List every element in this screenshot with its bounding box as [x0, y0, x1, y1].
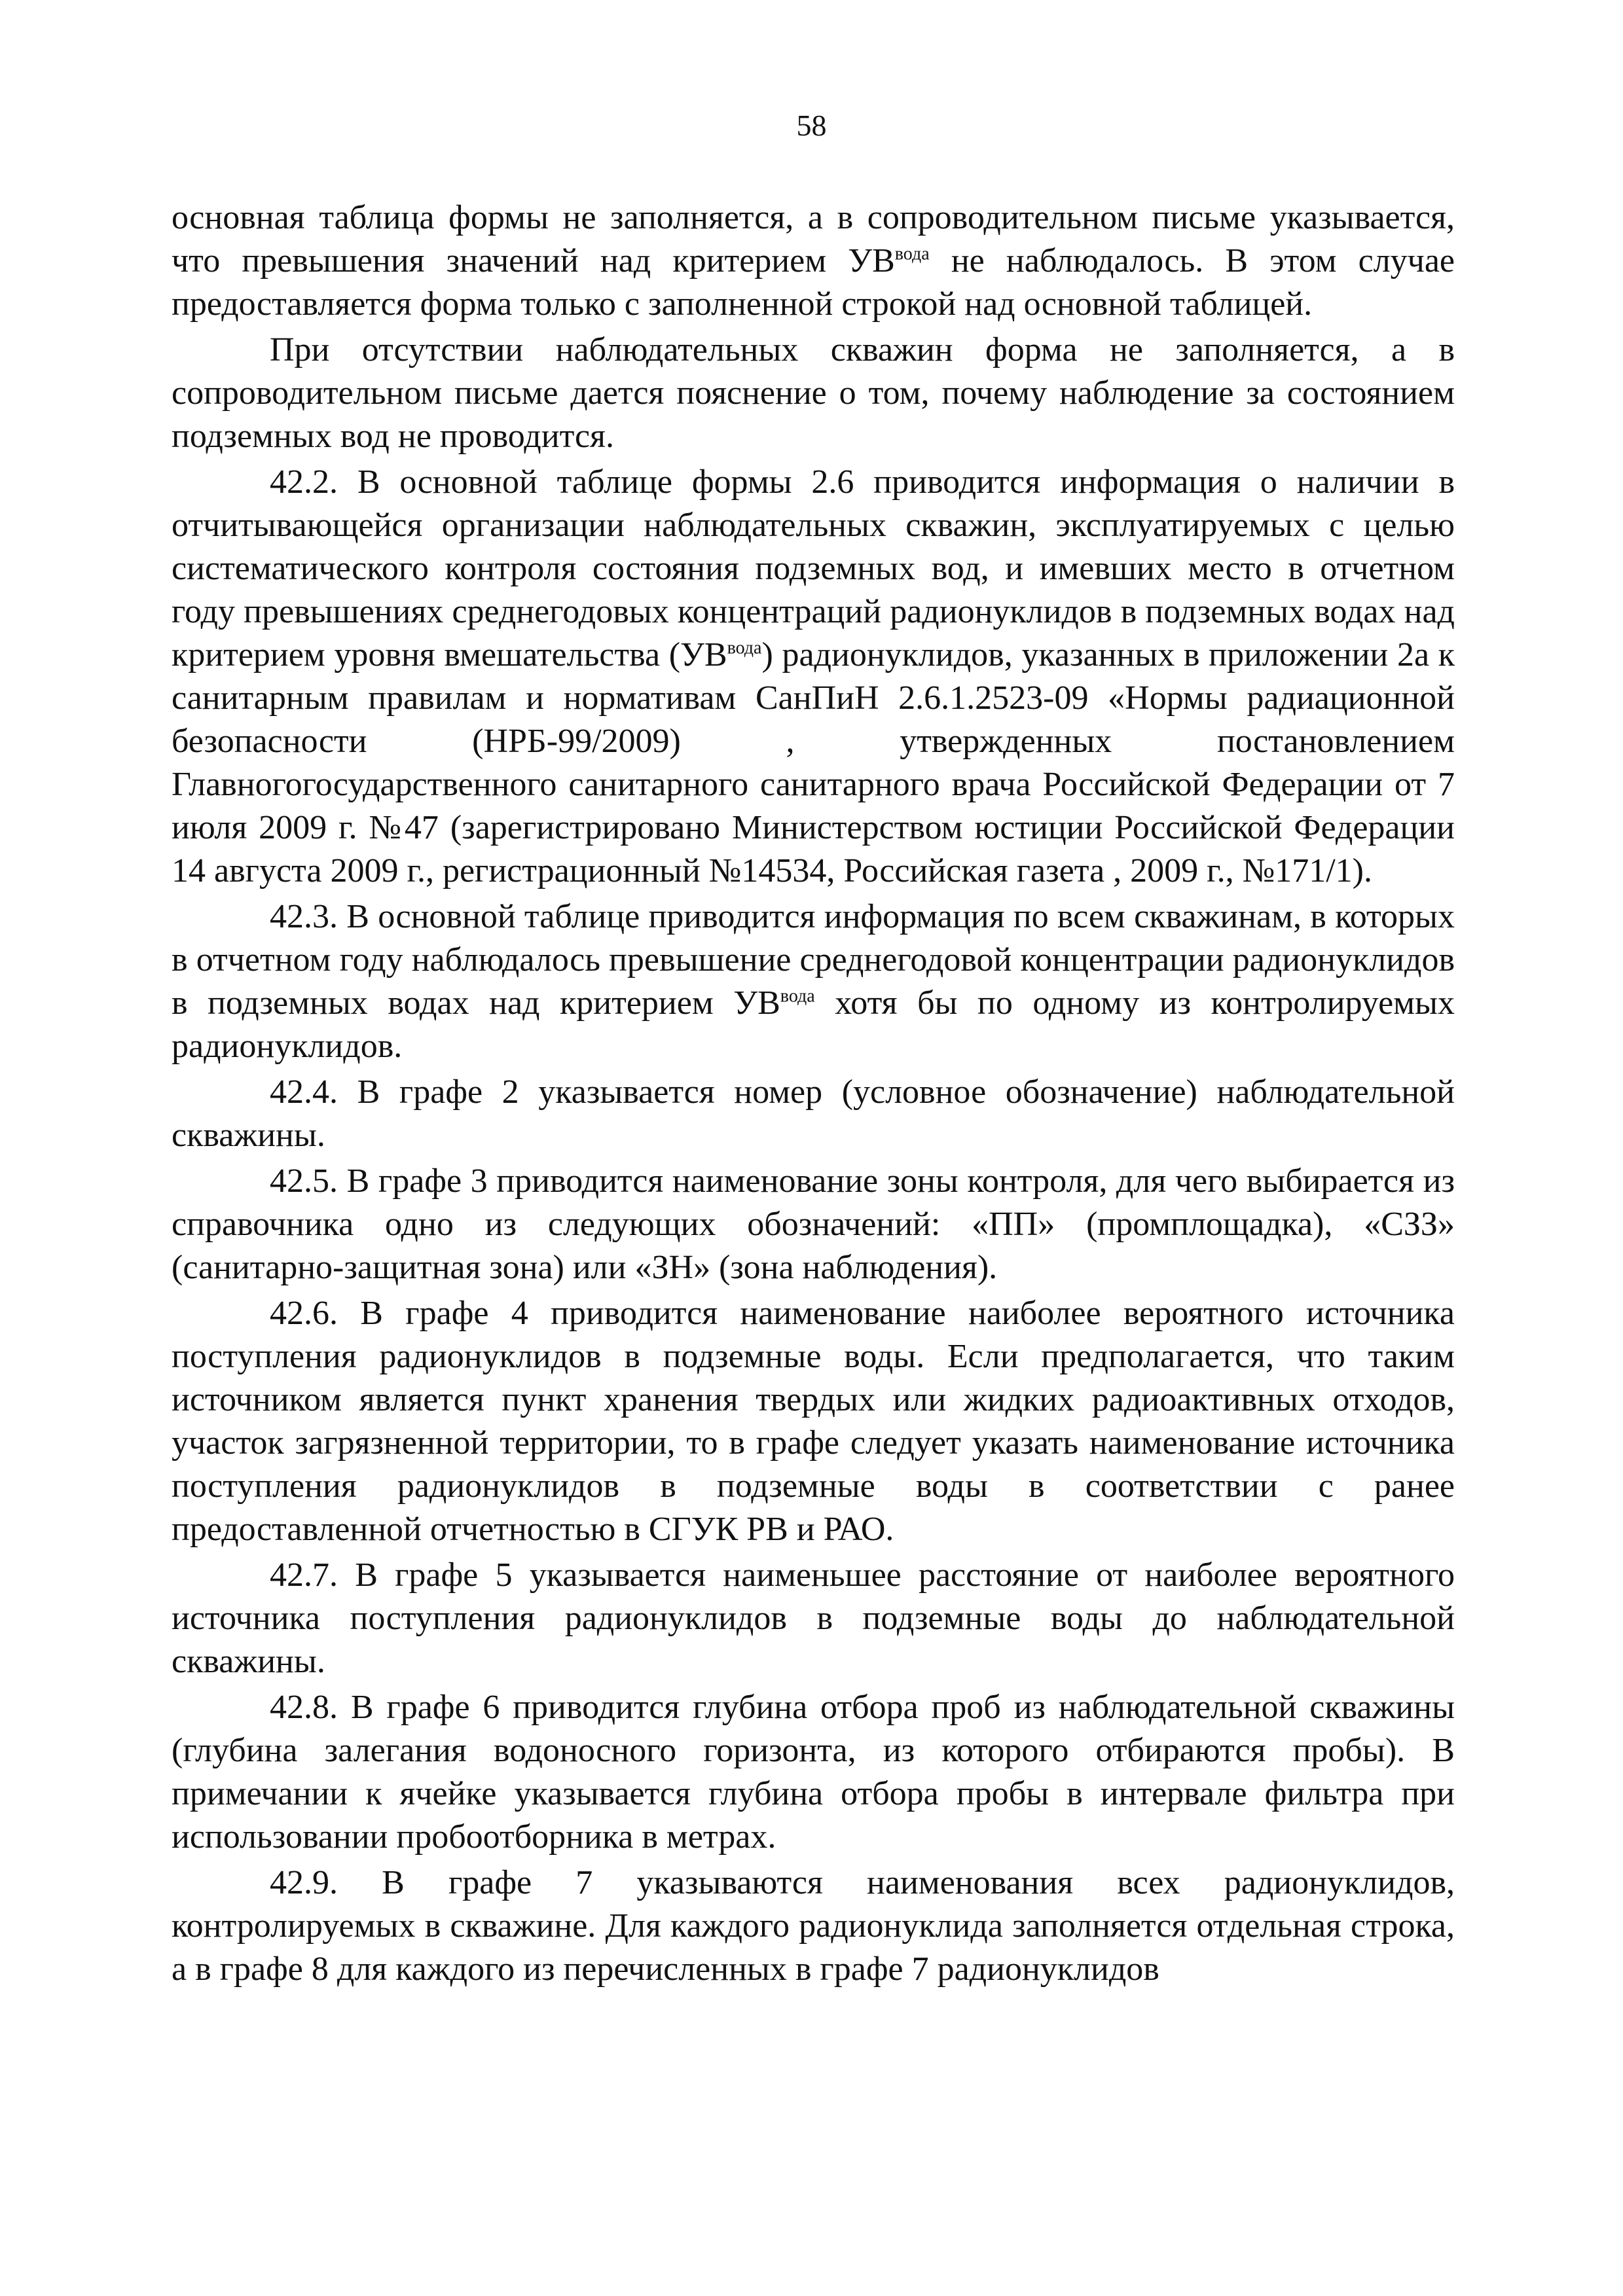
paragraph-text: 42.7. В графе 5 указывается наименьшее расстояние от наиболее вероятного источника поступления радионуклидов в подземные воды до наблюдательной скважины. — [172, 1556, 1455, 1680]
paragraph — [172, 1686, 1455, 1859]
paragraph — [172, 895, 1455, 1068]
paragraph-text: ) радионуклидов, указанных в приложении 2а к санитарным правилам и нормативам СанПиН 2.6.1.2523-09 «Нормы радиационной безопасности (НРБ-99/2009) , утвержденных постановлением Главногогосударственного санитарного санитарного врача Российской Федерации от 7 июля 2009 г. №47 (зарегистрировано Министерством юстиции Российской Федерации 14 августа 2009 г., регистрационный №14534, Российская газета , 2009 г., №171/1). — [172, 636, 1455, 889]
superscript-text: вода — [727, 637, 762, 658]
paragraph-text: 42.3. В основной таблице приводится информация по всем скважинам, в которых в отчетном году наблюдалось превышение среднегодовой концентрации радионуклидов в подземных водах над критерием УВ — [172, 898, 1455, 1022]
paragraph — [172, 196, 1455, 326]
paragraph — [172, 1160, 1455, 1289]
superscript-text: вода — [894, 243, 930, 264]
paragraph-text: 42.9. В графе 7 указываются наименования всех радионуклидов, контролируемых в скважине. Для каждого радионуклида заполняется отдельная строка, а в графе 8 для каждого из перечисленных в графе 7 радионуклидов — [172, 1864, 1455, 1988]
paragraph-text: При отсутствии наблюдательных скважин форма не заполняется, а в сопроводительном письме дается пояснение о том, почему наблюдение за состоянием подземных вод не проводится. — [172, 331, 1455, 455]
paragraph-text: 42.2. В основной таблице формы 2.6 приводится информация о наличии в отчитывающейся организации наблюдательных скважин, эксплуатируемых с целью систематического контроля состояния подземных вод, и имевших место в отчетном году превышениях среднегодовых концентраций радионуклидов в подземных водах над критерием уровня вмешательства (УВ — [172, 463, 1455, 673]
paragraph — [172, 461, 1455, 893]
superscript-text: вода — [780, 986, 815, 1007]
paragraph — [172, 1292, 1455, 1551]
paragraph-text: 42.6. В графе 4 приводится наименование наиболее вероятного источника поступления радионуклидов в подземные воды. Если предполагается, что таким источником является пункт хранения твердых или жидких радиоактивных отходов, участок загрязненной территории, то в графе следует указать наименование источника поступления радионуклидов в подземные воды в соответствии с ранее предоставленной отчетностью в СГУК РВ и РАО. — [172, 1295, 1455, 1548]
paragraph — [172, 1554, 1455, 1683]
paragraph-text: 42.4. В графе 2 указывается номер (условное обозначение) наблюдательной скважины. — [172, 1073, 1455, 1154]
paragraph — [172, 329, 1455, 458]
paragraph-text: 42.5. В графе 3 приводится наименование зоны контроля, для чего выбирается из справочника одно из следующих обозначений: «ПП» (промплощадка), «СЗЗ» (санитарно-защитная зона) или «ЗН» (зона наблюдения). — [172, 1162, 1455, 1286]
body-text — [172, 196, 1455, 1994]
paragraph-text: хотя бы по одному из контролируемых радионуклидов. — [172, 984, 1455, 1065]
paragraph — [172, 1071, 1455, 1157]
paragraph-text: основная таблица формы не заполняется, а в сопроводительном письме указывается, что превышения значений над критерием УВ — [172, 199, 1455, 279]
paragraph-text: не наблюдалось. В этом случае предоставляется форма только с заполненной строкой над основной таблицей. — [172, 242, 1455, 323]
page-number: 58 — [796, 109, 827, 142]
paragraph — [172, 1861, 1455, 1991]
paragraph-text: 42.8. В графе 6 приводится глубина отбора проб из наблюдательной скважины (глубина залегания водоносного горизонта, из которого отбираются пробы). В примечании к ячейке указывается глубина отбора пробы в интервале фильтра при использовании пробоотборника в метрах. — [172, 1689, 1455, 1856]
